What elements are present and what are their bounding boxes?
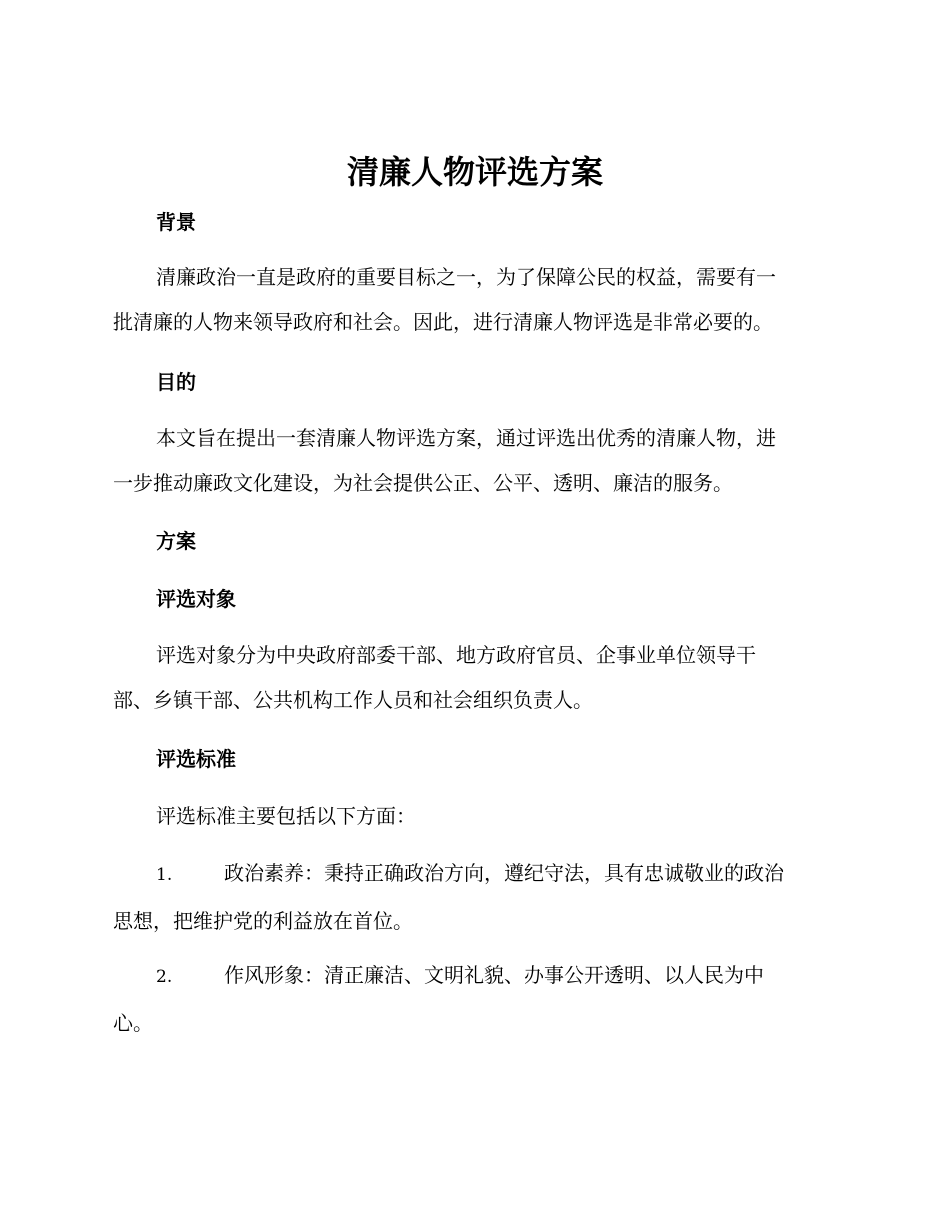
purpose-line-1: 本文旨在提出一套清廉人物评选方案，通过评选出优秀的清廉人物，进 bbox=[156, 426, 776, 450]
target-paragraph bbox=[113, 633, 835, 723]
purpose-line-2: 一步推动廉政文化建设，为社会提供公正、公平、透明、廉洁的服务。 bbox=[113, 471, 733, 495]
criteria-list-item bbox=[113, 850, 835, 944]
section-heading-background: 背景 bbox=[156, 210, 196, 234]
list-item-number: 1. bbox=[156, 865, 173, 885]
criteria-intro: 评选标准主要包括以下方面： bbox=[156, 804, 416, 828]
background-paragraph bbox=[113, 255, 835, 345]
background-line-1: 清廉政治一直是政府的重要目标之一，为了保障公民的权益，需要有一 bbox=[156, 265, 776, 289]
list-item-continuation: 思想，把维护党的利益放在首位。 bbox=[113, 909, 413, 933]
list-item-text: 政治素养：秉持正确政治方向，遵纪守法，具有忠诚敬业的政治 bbox=[224, 861, 784, 885]
list-item-text: 作风形象：清正廉洁、文明礼貌、办事公开透明、以人民为中 bbox=[224, 963, 764, 987]
list-item-continuation: 心。 bbox=[113, 1011, 153, 1035]
list-item-number: 2. bbox=[156, 967, 173, 987]
criteria-list-item bbox=[113, 952, 835, 1046]
section-heading-target: 评选对象 bbox=[156, 587, 236, 611]
target-line-1: 评选对象分为中央政府部委干部、地方政府官员、企事业单位领导干 bbox=[156, 643, 756, 667]
section-heading-purpose: 目的 bbox=[156, 370, 196, 394]
section-heading-criteria: 评选标准 bbox=[156, 747, 236, 771]
target-line-2: 部、乡镇干部、公共机构工作人员和社会组织负责人。 bbox=[113, 688, 593, 712]
section-heading-plan: 方案 bbox=[156, 529, 196, 553]
document-title: 清廉人物评选方案 bbox=[346, 153, 603, 191]
background-line-2: 批清廉的人物来领导政府和社会。因此，进行清廉人物评选是非常必要的。 bbox=[113, 310, 773, 334]
purpose-paragraph bbox=[113, 416, 835, 506]
